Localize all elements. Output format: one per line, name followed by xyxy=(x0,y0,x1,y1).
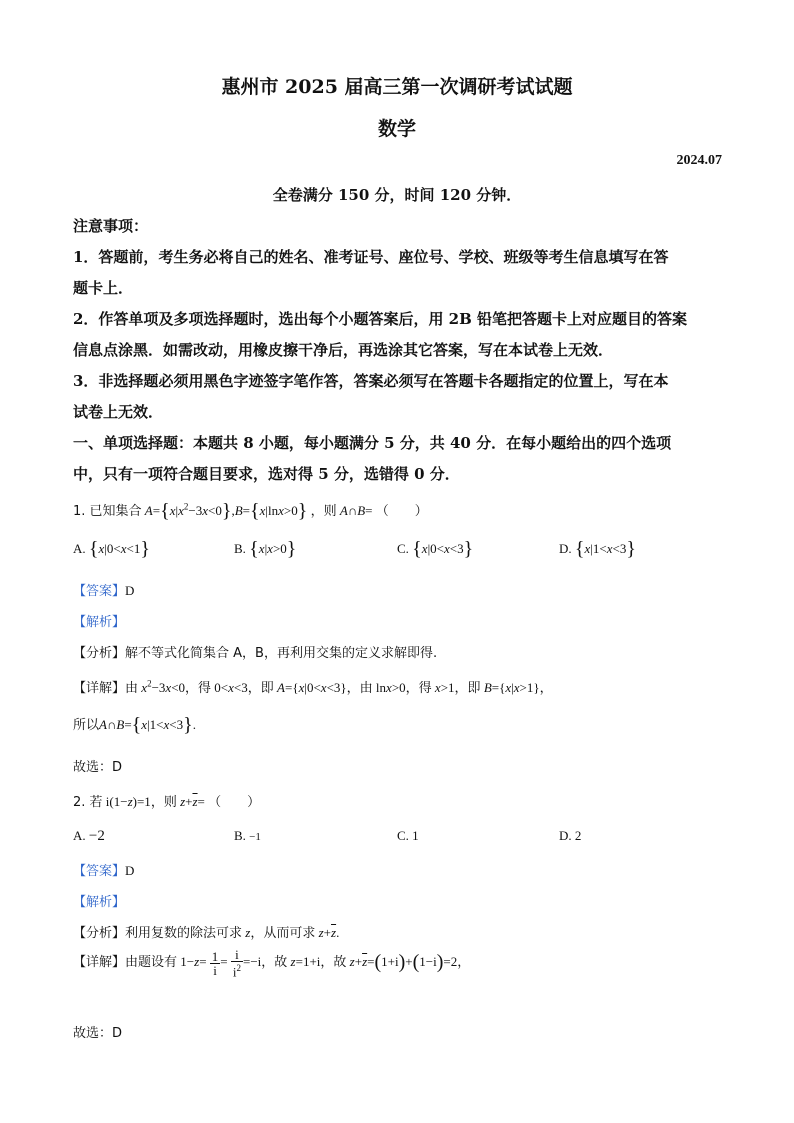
question-2-stem: 2. 若 i(1−z)=1，则 $z+\overline{z}=$ （ ） xyxy=(73,794,261,810)
question-2-option-b: B. −1 xyxy=(234,828,261,843)
note-2-line-1: 2．作答单项及多项选择题时，选出每个小题答案后，用 2B 铅笔把答题卡上对应题目的答案 xyxy=(73,310,688,328)
section-heading-line-1: 一、单项选择题：本题共 8 小题，每小题满分 5 分，共 40 分．在每小题给出的四个选项 xyxy=(73,434,672,452)
section-heading-line-2: 中，只有一项符合题目要求，选对得 5 分，选错得 0 分． xyxy=(73,465,460,483)
question-2-analysis-tag: 【解析】 xyxy=(73,895,126,910)
question-2-option-d: D. 2 xyxy=(559,828,582,843)
question-2-option-a: A. −2 xyxy=(73,828,105,844)
question-1-choose: 故选：D xyxy=(73,760,123,775)
note-3-line-1: 3．非选择题必须用黑色字迹签字笔作答，答案必须写在答题卡各题指定的位置上，写在本 xyxy=(73,372,669,390)
note-2-line-2: 信息点涂黑．如需改动，用橡皮擦干净后，再选涂其它答案，写在本试卷上无效． xyxy=(73,341,614,359)
question-2-option-c: C. 1 xyxy=(397,828,419,843)
exam-date: 2024.07 xyxy=(676,153,722,168)
exam-title: 惠州市 2025 届高三第一次调研考试试题 xyxy=(221,76,573,98)
question-1-option-b: B. {x|x>0} xyxy=(234,538,297,560)
note-1-line-2: 题卡上． xyxy=(73,279,134,297)
question-2-detail: 【详解】由题设有 1−z= $\frac{1}{i}$ = $\frac{i}{i^2}$ =−i，故 z=1+i，故 $z+\overline{z}=(1+i)+(1-i)=2$， xyxy=(73,947,471,980)
subject-title: 数学 xyxy=(377,118,416,140)
question-1-conclusion: 所以A∩B={x|1<x<3}. xyxy=(73,714,196,736)
exam-score-time: 全卷满分 150 分，时间 120 分钟． xyxy=(272,186,522,204)
question-1-detail: 【详解】由 $x^2-3x<0$，得 0<x<3，即 A={x|0<x<3}，由 lnx>0，得 x>1，即 B={x|x>1}， xyxy=(73,678,553,696)
question-1-option-d: D. {x|1<x<3} xyxy=(559,538,636,560)
notes-heading: 注意事项： xyxy=(73,217,149,235)
note-3-line-2: 试卷上无效． xyxy=(73,403,164,421)
question-1-stem: 1. 已知集合 $A=\{x|x^2-3x<0\},B=\{x|\ln x>0\}$ ，则 A∩B= （ ） xyxy=(73,500,428,522)
question-2-answer: 【答案】D xyxy=(73,863,135,879)
question-1-analysis-tag: 【解析】 xyxy=(73,615,126,630)
question-1-answer: 【答案】D xyxy=(73,583,135,599)
question-2-fenxi: 【分析】利用复数的除法可求 z，从而可求 $z+\overline{z}$. xyxy=(73,925,340,941)
question-1-fenxi: 【分析】解不等式化简集合 A，B，再利用交集的定义求解即得. xyxy=(73,646,438,661)
note-1-line-1: 1．答题前，考生务必将自己的姓名、准考证号、座位号、学校、班级等考生信息填写在答 xyxy=(73,248,669,266)
question-2-choose: 故选：D xyxy=(73,1026,123,1041)
question-1-option-c: C. {x|0<x<3} xyxy=(397,538,474,560)
question-1-option-a: A. {x|0<x<1} xyxy=(73,538,150,560)
